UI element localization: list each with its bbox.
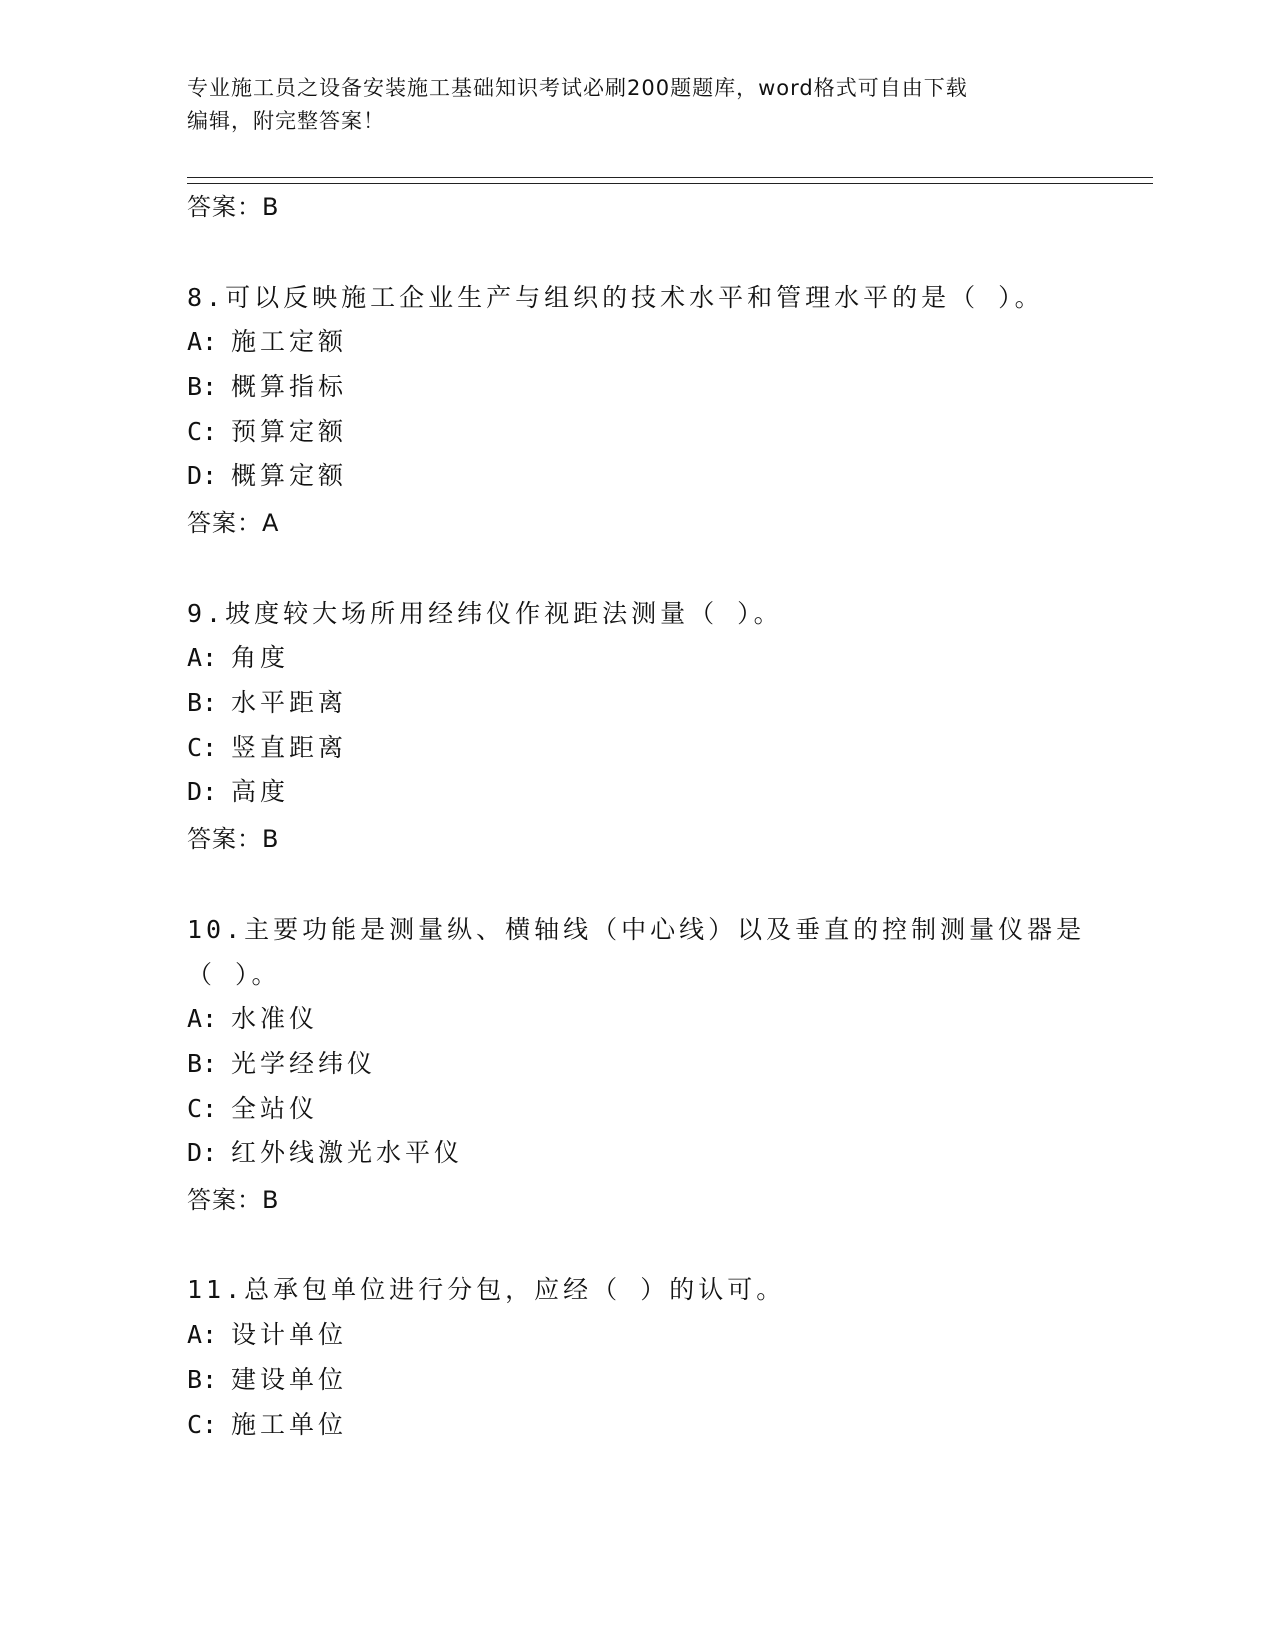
header-line-2: 编辑，附完整答案！ [187, 109, 385, 133]
question-8-option-c [187, 417, 1147, 447]
option-label: A: [187, 643, 218, 672]
question-10-stem-line-1: 10.主要功能是测量纵、横轴线（中心线）以及垂直的控制测量仪器是 [187, 915, 1086, 944]
question-8-stem: 8.可以反映施工企业生产与组织的技术水平和管理水平的是（ ）。 [187, 283, 1044, 312]
option-text: 预算定额 [231, 417, 348, 446]
option-text: 红外线激光水平仪 [231, 1138, 464, 1167]
header-divider-top [187, 177, 1153, 178]
question-8-option-b [187, 372, 1147, 402]
question-9-option-a [187, 643, 1147, 673]
option-label: D: [187, 1138, 218, 1167]
option-text: 全站仪 [231, 1094, 319, 1123]
header-line-1: 专业施工员之设备安装施工基础知识考试必刷200题题库，word格式可自由下载 [187, 76, 968, 100]
option-label: B: [187, 688, 218, 717]
option-label: C: [187, 1410, 218, 1439]
option-text: 竖直距离 [231, 733, 348, 762]
header-divider-bottom [187, 183, 1153, 184]
option-text: 水准仪 [231, 1004, 319, 1033]
option-label: A: [187, 1320, 218, 1349]
question-10-option-c [187, 1094, 1147, 1124]
question-8-option-a [187, 327, 1147, 357]
question-9-answer: 答案：B [187, 825, 280, 853]
option-text: 高度 [231, 777, 290, 806]
question-9-option-c [187, 733, 1147, 763]
option-text: 概算定额 [231, 461, 348, 490]
option-text: 水平距离 [231, 688, 348, 717]
question-10-option-b [187, 1049, 1147, 1079]
question-11-option-a [187, 1320, 1147, 1350]
option-label: C: [187, 417, 218, 446]
question-11-stem: 11.总承包单位进行分包，应经（ ）的认可。 [187, 1275, 786, 1304]
question-9-option-b [187, 688, 1147, 718]
question-10-stem-line-2: （ ）。 [187, 960, 281, 989]
question-9-stem: 9.坡度较大场所用经纬仪作视距法测量（ ）。 [187, 599, 783, 628]
option-text: 施工单位 [231, 1410, 348, 1439]
option-label: C: [187, 733, 218, 762]
question-8-option-d [187, 461, 1147, 491]
option-text: 施工定额 [231, 327, 348, 356]
question-10-option-d [187, 1138, 1147, 1168]
option-text: 设计单位 [231, 1320, 348, 1349]
option-text: 角度 [231, 643, 290, 672]
option-label: D: [187, 777, 218, 806]
option-label: A: [187, 327, 218, 356]
option-text: 概算指标 [231, 372, 348, 401]
option-label: B: [187, 372, 218, 401]
question-11-option-b [187, 1365, 1147, 1395]
previous-answer: 答案：B [187, 193, 280, 221]
option-text: 建设单位 [231, 1365, 348, 1394]
question-10-answer: 答案：B [187, 1186, 280, 1214]
option-label: C: [187, 1094, 218, 1123]
option-label: B: [187, 1049, 218, 1078]
question-9-option-d [187, 777, 1147, 807]
option-label: B: [187, 1365, 218, 1394]
option-text: 光学经纬仪 [231, 1049, 377, 1078]
question-8-answer: 答案：A [187, 509, 280, 537]
question-11-option-c [187, 1410, 1147, 1440]
document-header [187, 72, 1087, 138]
option-label: A: [187, 1004, 218, 1033]
question-10-option-a [187, 1004, 1147, 1034]
option-label: D: [187, 461, 218, 490]
